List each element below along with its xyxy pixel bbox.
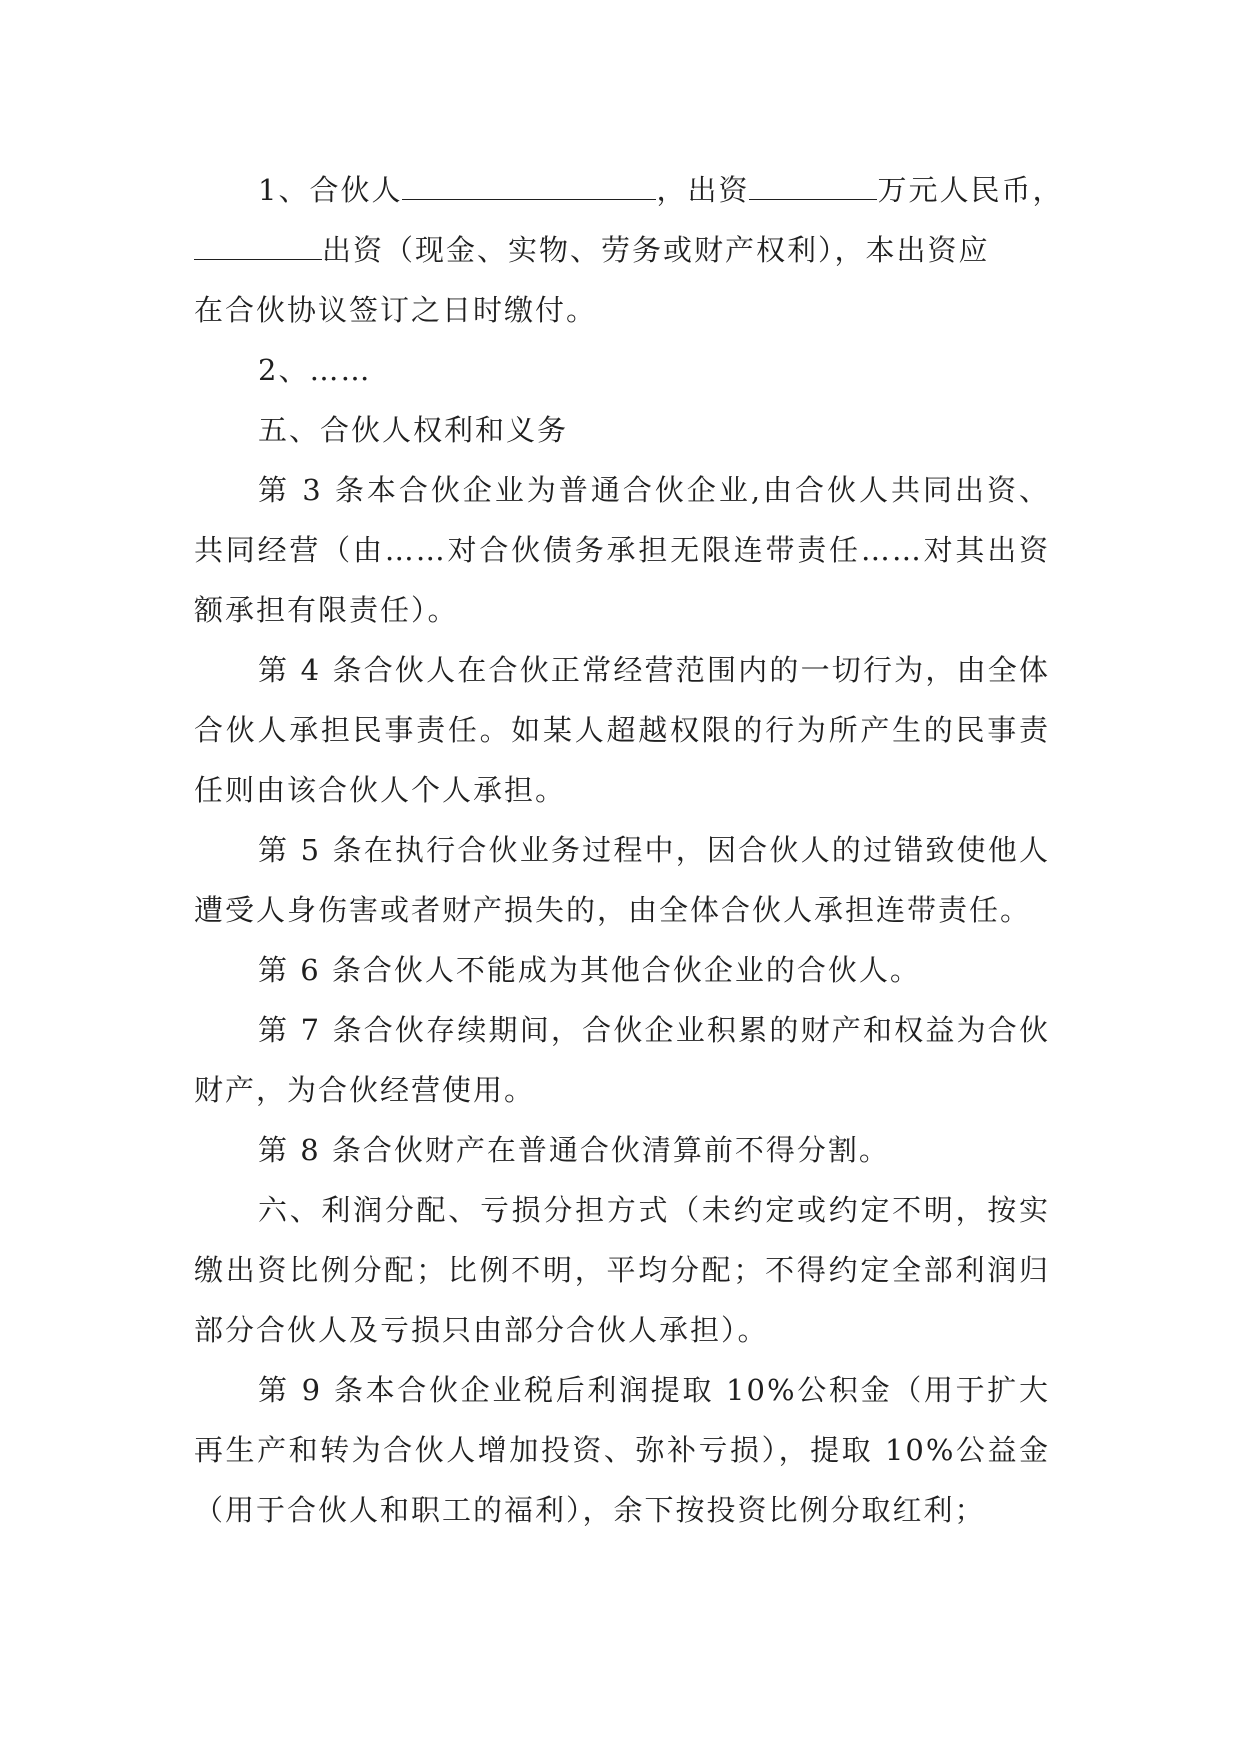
clause-1-prefix: 1、合伙人 bbox=[258, 173, 403, 207]
contribution-form-blank bbox=[194, 237, 322, 260]
paragraph-article-4: 第 4 条合伙人在合伙正常经营范围内的一切行为，由全体合伙人承担民事责任。如某人超越权限的行为所产生的民事责任则由该合伙人个人承担。 bbox=[194, 653, 1050, 807]
clause-1-line-2 bbox=[194, 220, 1050, 280]
paragraph-article-8: 第 8 条合伙财产在普通合伙清算前不得分割。 bbox=[258, 1133, 890, 1167]
document-body bbox=[194, 160, 1064, 1540]
clause-1-line-3: 在合伙协议签订之日时缴付。 bbox=[194, 293, 598, 327]
clause-1-line-1 bbox=[194, 160, 1064, 220]
paragraph-article-5: 第 5 条在执行合伙业务过程中，因合伙人的过错致使他人遭受人身伤害或者财产损失的，由全体合伙人承担连带责任。 bbox=[194, 833, 1050, 927]
clause-1-currency-label: 万元人民币， bbox=[877, 173, 1064, 207]
clause-1-line-2-text: 出资（现金、实物、劳务或财产权利），本出资应 bbox=[322, 233, 990, 267]
paragraph-clause-2: 2、…… bbox=[258, 353, 372, 387]
paragraph-article-9: 第 9 条本合伙企业税后利润提取 10%公积金（用于扩大再生产和转为合伙人增加投资、弥补亏损），提取 10%公益金（用于合伙人和职工的福利），余下按投资比例分取红利； bbox=[194, 1373, 1050, 1527]
contribution-amount-blank bbox=[749, 177, 877, 200]
section-heading-6: 六、利润分配、亏损分担方式（未约定或约定不明，按实缴出资比例分配；比例不明，平均分配；不得约定全部利润归部分合伙人及亏损只由部分合伙人承担）。 bbox=[194, 1193, 1050, 1347]
section-heading-5: 五、合伙人权利和义务 bbox=[258, 413, 569, 447]
paragraph-article-3: 第 3 条本合伙企业为普通合伙企业,由合伙人共同出资、共同经营（由……对合伙债务承担无限连带责任……对其出资额承担有限责任）。 bbox=[194, 473, 1050, 627]
clause-1-contribution-label: ，出资 bbox=[656, 173, 750, 207]
paragraph-article-7: 第 7 条合伙存续期间，合伙企业积累的财产和权益为合伙财产，为合伙经营使用。 bbox=[194, 1013, 1050, 1107]
partner-name-blank bbox=[402, 177, 656, 200]
paragraph-article-6: 第 6 条合伙人不能成为其他合伙企业的合伙人。 bbox=[258, 953, 921, 987]
